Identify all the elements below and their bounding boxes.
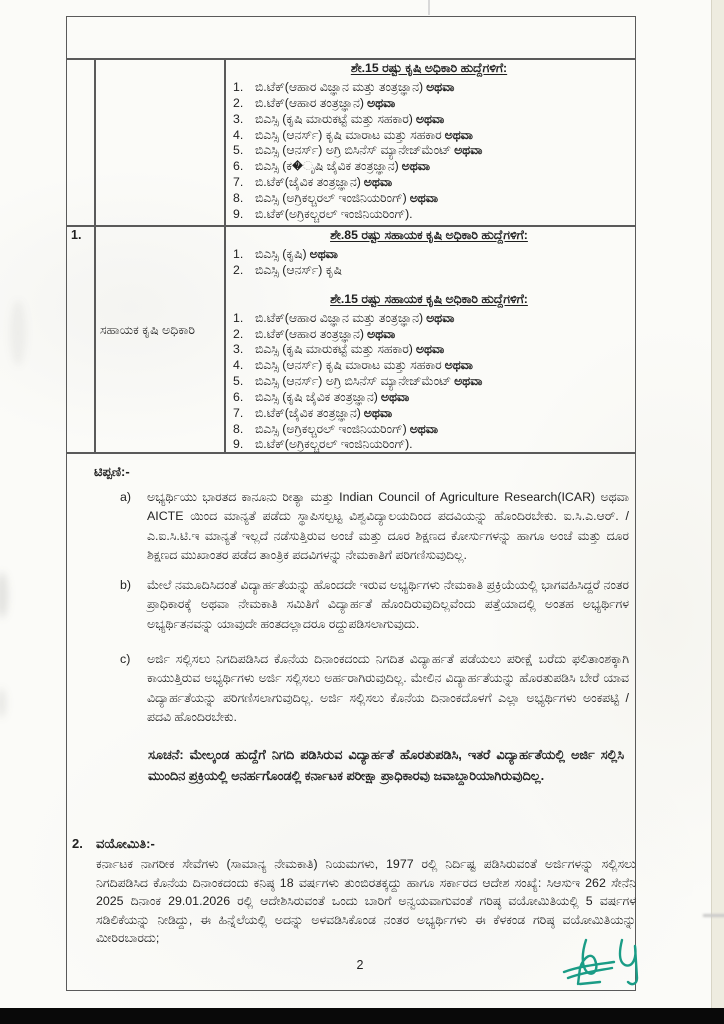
note-text: ಮೇಲೆ ನಮೂದಿಸಿದಂತೆ ವಿದ್ಯಾರ್ಹತೆಯನ್ನು ಹೊಂದದೇ ಇರುವ ಅಭ್ಯರ್ಥಿಗಳು ನೇಮಕಾತಿ ಪ್ರಕ್ರಿಯೆಯಲ್ಲಿ ಭಾಗವಹಿಸಿದ್ದರೆ ನಂತರ ಪ್ರಾಧಿಕಾರಕ್ಕೆ ಅಥವಾ ನೇಮಕಾತಿ ಸಮಿತಿಗೆ ವಿದ್ಯಾರ್ಹತೆ ಹೊಂದಿರುವುದಿಲ್ಲವೆಂದು ಪತ್ತೆಯಾದಲ್ಲಿ ಅಂತಹ ಅಭ್ಯರ್ಥಿಗಳ ಅಭ್ಯರ್ಥಿತನವನ್ನು ಯಾವುದೇ ಹಂತದಲ್ಲಾದರೂ ರದ್ದುಪಡಿಸಲಾಗುವುದು. <box>147 578 629 631</box>
qualification-header-15pct-officer: ಶೇ.15 ರಷ್ಟು ಕೃಷಿ ಅಧಿಕಾರಿ ಹುದ್ದೆಗಳಿಗೆ: <box>350 61 508 75</box>
scan-smudge <box>0 688 6 718</box>
qualification-item: 4. ಬಿಎಸ್ಸಿ (ಆನರ್ಸ್) ಕೃಷಿ ಮಾರಾಟ ಮತ್ತು ಸಹಕಾರ ಅಥವಾ <box>233 127 473 142</box>
qualification-item: 2. ಬಿಎಸ್ಸಿ (ಆನರ್ಸ್) ಕೃಷಿ <box>233 262 342 277</box>
qualification-header-15pct-assistant: ಶೇ.15 ರಷ್ಟು ಸಹಾಯಕ ಕೃಷಿ ಅಧಿಕಾರಿ ಹುದ್ದೆಗಳಿಗೆ: <box>330 291 528 306</box>
qualification-item: 2. ಬಿ.ಟೆಕ್(ಆಹಾರ ತಂತ್ರಜ್ಞಾನ) ಅಥವಾ <box>233 95 396 110</box>
qualification-item: 9. ಬಿ.ಟೆಕ್(ಅಗ್ರಿಕಲ್ಚರಲ್ ಇಂಜಿನಿಯರಿಂಗ್). <box>233 437 413 452</box>
qualification-header-85pct: ಶೇ.85 ರಷ್ಟು ಸಹಾಯಕ ಕೃಷಿ ಅಧಿಕಾರಿ ಹುದ್ದೆಗಳಿಗೆ: <box>330 228 528 242</box>
notes-section-title: ಟಿಪ್ಪಣಿ:- <box>94 464 130 479</box>
qualification-item: 1. ಬಿ.ಟೆಕ್(ಆಹಾರ ವಿಜ್ಞಾನ ಮತ್ತು ತಂತ್ರಜ್ಞಾನ) ಅಥವಾ <box>233 80 455 94</box>
table-column-divider-1 <box>94 58 96 452</box>
note-text: ಅಭ್ಯರ್ಥಿಯು ಭಾರತದ ಕಾನೂನು ರೀತ್ಯಾ ಮತ್ತು Indian Council of Agriculture Research(ICAR) ಅಥವಾ AICTE ಯಿಂದ ಮಾನ್ಯತೆ ಪಡೆದು ಸ್ಥಾಪಿಸಲ್ಪಟ್ಟ ವಿಶ್ವವಿದ್ಯಾಲಯದಿಂದ ಪದವಿಯನ್ನು ಹೊಂದಿರಬೇಕು. ಐ.ಸಿ.ಎ.ಆರ್. / ಎ.ಐ.ಸಿ.ಟಿ.ಇ ಮಾನ್ಯತೆ ಇಲ್ಲದೆ ನಡೆಸುತ್ತಿರುವ ಅಂಚೆ ಮತ್ತು ದೂರ ಶಿಕ್ಷಣದ ಕೋರ್ಸುಗಳನ್ನು ಹಾಗೂ ಅಂಚೆ ಮತ್ತು ದೂರ ಶಿಕ್ಷಣದ ಮುಖಾಂತರ ಪಡೆದ ತಾಂತ್ರಿಕ ಪದವಿಗಳನ್ನು ನೇಮಕಾತಿಗೆ ಪರಿಗಣಿಸುವುದಿಲ್ಲ. <box>147 490 629 563</box>
notice-paragraph: ಸೂಚನೆ: ಮೇಲ್ಕಂಡ ಹುದ್ದೆಗೆ ನಿಗದಿ ಪಡಿಸಿರುವ ವಿದ್ಯಾರ್ಹತೆ ಹೊರತುಪಡಿಸಿ, ಇತರೆ ವಿದ್ಯಾರ್ಹತೆಯಲ್ಲಿ ಅರ್ಜಿ ಸಲ್ಲಿಸಿ ಮುಂದಿನ ಪ್ರಕ್ರಿಯಲ್ಲಿ ಅನರ್ಹಗೊಂಡಲ್ಲಿ ಕರ್ನಾಟಕ ಪರೀಕ್ಷಾ ಪ್ರಾಧಿಕಾರವು ಜವಾಬ್ದಾರಿಯಾಗಿರುವುದಿಲ್ಲ. <box>148 747 624 783</box>
qualification-list-15pct <box>229 311 629 454</box>
qualification-item: 3. ಬಿಎಸ್ಸಿ (ಕೃಷಿ ಮಾರುಕಟ್ಟೆ ಮತ್ತು ಸಹಕಾರ) ಅಥವಾ <box>233 111 445 126</box>
qualification-item: 1. ಬಿ.ಟೆಕ್(ಆಹಾರ ವಿಜ್ಞಾನ ಮತ್ತು ತಂತ್ರಜ್ಞಾನ) ಅಥವಾ <box>233 310 455 325</box>
age-limit-section-title <box>72 836 155 852</box>
note-item-a <box>120 488 629 566</box>
table-column-divider-2 <box>224 58 226 452</box>
section-title-text: ವಯೋಮಿತಿ:- <box>96 836 155 851</box>
scan-bottom-black-band <box>0 1008 724 1024</box>
note-label: c) <box>120 652 131 666</box>
scan-right-edge-strip <box>711 0 724 1024</box>
signature-mark <box>556 926 668 1002</box>
post-name-cell: ಸಹಾಯಕ ಕೃಷಿ ಅಧಿಕಾರಿ <box>100 323 196 337</box>
note-text: ಅರ್ಜಿ ಸಲ್ಲಿಸಲು ನಿಗದಿಪಡಿಸಿದ ಕೊನೆಯ ದಿನಾಂಕದಂದು ನಿಗದಿತ ವಿದ್ಯಾರ್ಹತೆ ಪಡೆಯಲು ಪರೀಕ್ಷೆ ಬರೆದು ಫಲಿತಾಂಶಕ್ಕಾಗಿ ಕಾಯುತ್ತಿರುವ ಅಭ್ಯರ್ಥಿಗಳು ಅರ್ಜಿ ಸಲ್ಲಿಸಲು ಅರ್ಹರಾಗಿರುವುದಿಲ್ಲ. ಮೇಲಿನ ವಿದ್ಯಾರ್ಹತೆಯನ್ನು ಹೊರತುಪಡಿಸಿ ಬೇರೆ ಯಾವ ವಿದ್ಯಾರ್ಹತೆಯನ್ನು ಪರಿಗಣಿಸಲಾಗುವುದಿಲ್ಲ. ಅರ್ಜಿ ಸಲ್ಲಿಸಲು ಕೊನೆಯ ದಿನಾಂಕದೊಳಗೆ ಎಲ್ಲಾ ಅಭ್ಯರ್ಥಿಗಳು ಅಂಕಪಟ್ಟಿ / ಪದವಿ ಹೊಂದಿರಬೇಕು. <box>147 652 629 725</box>
qualification-item: 3. ಬಿಎಸ್ಸಿ (ಕೃಷಿ ಮಾರುಕಟ್ಟೆ ಮತ್ತು ಸಹಕಾರ) ಅಥವಾ <box>233 342 445 357</box>
qualification-item: 5. ಬಿಎಸ್ಸಿ (ಆನರ್ಸ್) ಅಗ್ರಿ ಬಿಸಿನೆಸ್ ಮ್ಯಾನೇಜ್‌ಮೆಂಟ್ ಅಥವಾ <box>233 143 483 158</box>
qualification-item: 2. ಬಿ.ಟೆಕ್(ಆಹಾರ ತಂತ್ರಜ್ಞಾನ) ಅಥವಾ <box>233 326 396 341</box>
section-number: 2. <box>72 836 83 851</box>
page-number: 2 <box>356 958 364 972</box>
qualification-item: 8. ಬಿಎಸ್ಸಿ (ಅಗ್ರಿಕಲ್ಚರಲ್ ಇಂಜಿನಿಯರಿಂಗ್) ಅಥವಾ <box>233 190 438 205</box>
qualification-item: 1. ಬಿಎಸ್ಸಿ (ಕೃಷಿ) ಅಥವಾ <box>233 247 338 261</box>
scan-smudge <box>703 914 724 917</box>
note-label: a) <box>120 490 132 504</box>
scan-smudge <box>0 572 8 618</box>
qualification-item: 7. ಬಿ.ಟೆಕ್(ಜೈವಿಕ ತಂತ್ರಜ್ಞಾನ) ಅಥವಾ <box>233 405 393 420</box>
row-serial-number: 1. <box>71 228 82 242</box>
note-item-c <box>120 650 629 728</box>
qualification-item: 9. ಬಿ.ಟೆಕ್(ಅಗ್ರಿಕಲ್ಚರಲ್ ಇಂಜಿನಿಯರಿಂಗ್). <box>233 206 413 221</box>
qualification-item: 4. ಬಿಎಸ್ಸಿ (ಆನರ್ಸ್) ಕೃಷಿ ಮಾರಾಟ ಮತ್ತು ಸಹಕಾರ ಅಥವಾ <box>233 358 473 373</box>
age-limit-body: ಕರ್ನಾಟಕ ನಾಗರೀಕ ಸೇವೆಗಳು (ಸಾಮಾನ್ಯ ನೇಮಕಾತಿ) ನಿಯಮಗಳು, 1977 ರಲ್ಲಿ ನಿರ್ದಿಷ್ಟ ಪಡಿಸಿರುವಂತೆ ಅರ್ಜಿಗಳನ್ನು ಸಲ್ಲಿಸಲು ನಿಗದಿಪಡಿಸಿದ ಕೊನೆಯ ದಿನಾಂಕದಂದು ಕನಿಷ್ಠ 18 ವರ್ಷಗಳು ತುಂಬಿರತಕ್ಕದ್ದು ಹಾಗೂ ಸರ್ಕಾರದ ಆದೇಶ ಸಂಖ್ಯೆ: ಸಿಆಸುಇ 262 ಸೇನೆನಿ 2025 ದಿನಾಂಕ 29.01.2026 ರಲ್ಲಿ ಆದೇಶಿಸಿರುವಂತೆ ಒಂದು ಬಾರಿಗೆ ಅನ್ವಯವಾಗುವಂತೆ ಗರಿಷ್ಠ ವಯೋಮಿತಿಯಲ್ಲಿ 5 ವರ್ಷಗಳ ಸಡಿಲಿಕೆಯನ್ನು ನೀಡಿದ್ದು, ಈ ಹಿನ್ನೆಲೆಯಲ್ಲಿ ಅದನ್ನು ಅಳವಡಿಸಿಕೊಂಡ ನಂತರ ಅಭ್ಯರ್ಥಿಗಳು ಈ ಕೆಳಕಂಡ ಗರಿಷ್ಠ ವಯೋಮಿತಿಯನ್ನು ಮೀರಿರಬಾರದು; <box>96 857 636 946</box>
qualification-list <box>229 80 629 223</box>
qualification-item: 6. ಬಿಎಸ್ಸಿ (ಕೃಷಿ ಜೈವಿಕ ತಂತ್ರಜ್ಞಾನ) ಅಥವಾ <box>233 389 410 404</box>
note-label: b) <box>120 578 132 592</box>
table-cell-qualifications-row1 <box>229 227 629 453</box>
note-item-b <box>120 576 629 634</box>
qualification-item: 8. ಬಿಎಸ್ಸಿ (ಅಗ್ರಿಕಲ್ಚರಲ್ ಇಂಜಿನಿಯರಿಂಗ್) ಅಥವಾ <box>233 421 438 436</box>
qualification-item: 6. ಬಿಎಸ್ಸಿ (ಕ�ೃಷಿ ಜೈವಿಕ ತಂತ್ರಜ್ಞಾನ) ಅಥವಾ <box>233 159 430 174</box>
qualification-list-85pct <box>229 247 629 279</box>
scan-top-edge-line <box>428 0 430 15</box>
scan-smudge <box>10 300 26 366</box>
qualification-item: 5. ಬಿಎಸ್ಸಿ (ಆನರ್ಸ್) ಅಗ್ರಿ ಬಿಸಿನೆಸ್ ಮ್ಯಾನೇಜ್‌ಮೆಂಟ್ ಅಥವಾ <box>233 374 483 389</box>
table-cell-qualifications-top <box>229 60 629 223</box>
qualification-item: 7. ಬಿ.ಟೆಕ್(ಜೈವಿಕ ತಂತ್ರಜ್ಞಾನ) ಅಥವಾ <box>233 175 393 190</box>
